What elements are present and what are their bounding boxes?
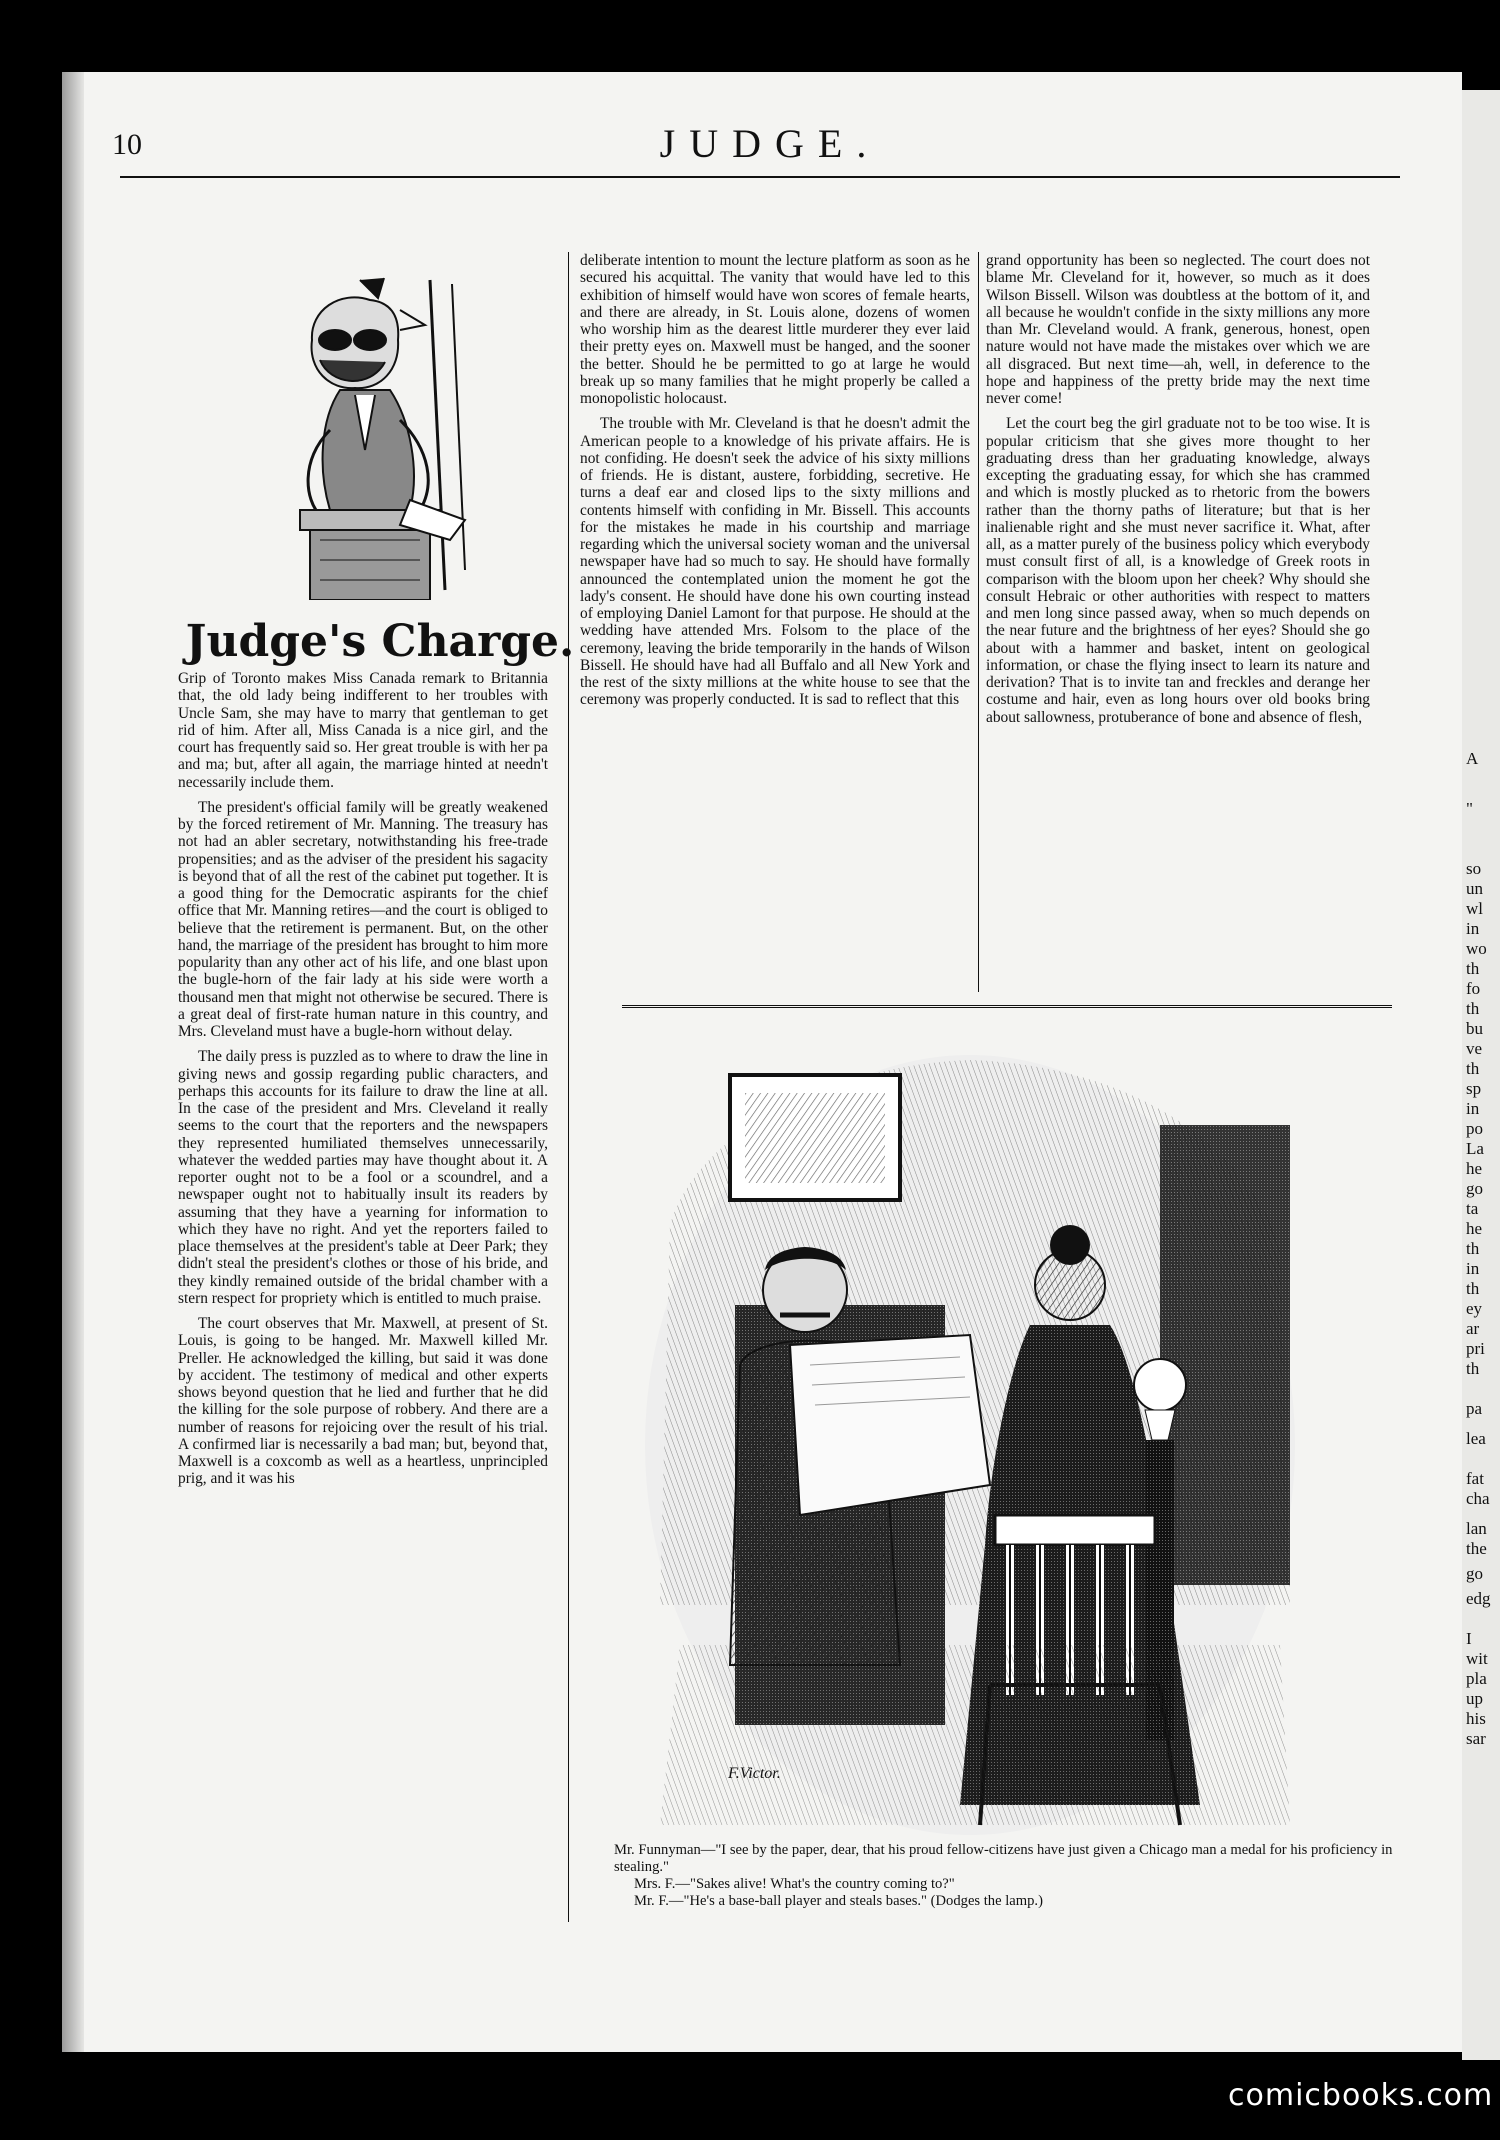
adjacent-page-fragment: he <box>1466 1159 1483 1178</box>
adjacent-page-fragment: th <box>1466 959 1480 978</box>
paragraph-maxwell-continued: deliberate intention to mount the lecture platform as soon as he secured his acquittal. The vanity that would have led to this exhibition of himself would have won scores of female hearts, and there are already, in St. Louis alone, dozens of women who worship him as the dearest little murderer they ever laid their pretty eyes on. Maxwell must be hanged, and the sooner the better. Should he be permitted to go at large he would break up so many families that he might properly be called a monopolistic holocaust. <box>580 252 970 407</box>
judge-caricature-illustration <box>260 270 520 600</box>
adjacent-page-fragment: pa <box>1466 1399 1483 1418</box>
watermark: comicbooks.com <box>1228 2078 1494 2113</box>
paragraph-girl-graduate: Let the court beg the girl graduate not to be too wise. It is popular criticism that she gives more thought to her graduating dress than her graduating knowledge, always excepting the graduating essay, for which she has crammed and which is mostly plucked as to rhetoric from the bowers rather than the thorny paths of literature; but that is her inalienable right and she must never sacrifice it. What, after all, as a matter purely of the business policy which everybody must consult first of all, is a knowledge of Greek roots in comparison with the bloom upon her cheek? Why should she consult Hebraic or other authorities with respect to matters and men long since passed away, when so much depends on the near future and the brightness of her eyes? Should she go about with a hammer and basket, intent on geological information, or chase the flying insect to learn its nature and derivation? That is to invite tan and freckles and derange her costume and hair, even as long hours over old books bring about sallowness, protuberance of bone and absence of flesh, <box>986 415 1370 726</box>
page-spine-shadow <box>62 72 84 2052</box>
adjacent-page-fragment: so <box>1466 859 1482 878</box>
adjacent-page-fragment: fo <box>1466 979 1481 998</box>
adjacent-page-fragment: pri <box>1466 1339 1485 1358</box>
adjacent-page-fragment: th <box>1466 1279 1480 1298</box>
paragraph-bissell: grand opportunity has been so neglected. The court does not blame Mr. Cleveland for it, however, so much as it does Wilson Bissell. Wilson was doubtless at the bottom of it, and all because he wouldn't confide in the sixty millions any more than Mr. Cleveland would. A frank, generous, honest, open nature would not have made the mistakes over which we are all disgraced. But next time—ah, well, in deference to the hope and happiness of the pretty bride may the next time never come! <box>986 252 1370 407</box>
adjacent-page-fragment: the <box>1466 1539 1487 1558</box>
adjacent-page-fragment: in <box>1466 1099 1480 1118</box>
header-rule <box>120 176 1400 178</box>
adjacent-page-fragment: cha <box>1466 1489 1490 1508</box>
paragraph-manning: The president's official family will be greatly weakened by the forced retirement of Mr. Manning. The treasury has not had an abler secretary, notwithstanding his free-trade propensities; and as the adviser of the president his sagacity is beyond that of all the rest of the cabinet put together. It is a good thing for the Democratic aspirants for the chief office that Mr. Manning retires—and the court is obliged to believe that the retirement is permanent. But, on the other hand, the marriage of the president has brought to him more popularity than any other act of his life, and one blast upon the bugle-horn of the fair lady at his side were worth a thousand men that might not otherwise be secured. There is a great deal of first-rate human nature in this country, and Mrs. Cleveland must have a bugle-horn without delay. <box>178 798 548 1040</box>
caption-line-2: Mrs. F.—"Sakes alive! What's the country coming to?" <box>634 1876 955 1892</box>
adjacent-page-fragment: sar <box>1466 1729 1486 1748</box>
adjacent-page-fragment: fat <box>1466 1469 1484 1488</box>
adjacent-page-fragment: sp <box>1466 1079 1482 1098</box>
adjacent-page-fragment: po <box>1466 1119 1483 1138</box>
caption-line-3: Mr. F.—"He's a base-ball player and steals bases." (Dodges the lamp.) <box>634 1893 1043 1909</box>
paragraph-cleveland: The trouble with Mr. Cleveland is that he doesn't admit the American people to a knowledge of his private affairs. He is not confiding. He doesn't seek the advice of his sixty millions of friends. He is distant, austere, forbidding, secretive. He turns a deaf ear and closed lips to the sixty millions and contents himself with confiding in Mr. Bissell. This accounts for the mistakes he made in his courtship and marriage regarding which the universal society woman and the universal newspaper have had so much to say. He should have formally announced the contemplated union the moment he got the lady's consent. He should have done his own courting instead of employing Daniel Lamont for that purpose. He should at the wedding have attended Mrs. Folsom to the place of the ceremony, leaving the bride temporarily in the hands of Wilson Bissell. He should have had all Buffalo and all New York and the rest of the sixty millions at the white house to see that the ceremony was properly conducted. It is sad to reflect that this <box>580 415 970 709</box>
paragraph-maxwell: The court observes that Mr. Maxwell, at present of St. Louis, is going to be hanged. Mr. Maxwell killed Mr. Preller. He acknowledged the killing, but said it was done by accident. The testimony of medical and other experts shows beyond question that he lied and further that he did the killing for the sole purpose of robbery. And there are a number of reasons for rejoicing over the result of his trial. A confirmed liar is necessarily a bad man; but, beyond that, Maxwell is a coxcomb as well as a heartless, unprincipled prig, and it was his <box>178 1315 548 1488</box>
adjacent-page-fragment: wl <box>1466 899 1483 918</box>
adjacent-page-fragment: A <box>1466 749 1479 768</box>
adjacent-page-fragment: up <box>1466 1689 1483 1708</box>
adjacent-page-fragment: th <box>1466 999 1480 1018</box>
illustration-top-rule <box>622 1005 1392 1008</box>
masthead-title: JUDGE. <box>659 121 881 166</box>
adjacent-page-fragment: th <box>1466 1059 1480 1078</box>
adjacent-page-fragment: bu <box>1466 1019 1483 1038</box>
adjacent-page-fragment: wit <box>1466 1649 1488 1668</box>
adjacent-page-fragment: " <box>1466 799 1473 818</box>
adjacent-page-fragment: un <box>1466 879 1483 898</box>
adjacent-page-fragment: lan <box>1466 1519 1487 1538</box>
page-number: 10 <box>112 128 142 161</box>
adjacent-page-fragment: th <box>1466 1359 1480 1378</box>
adjacent-page-fragment: I <box>1466 1629 1472 1648</box>
artist-signature: F.Victor. <box>728 1765 781 1782</box>
column-divider-1 <box>568 252 569 1922</box>
adjacent-page-fragment: ve <box>1466 1039 1483 1058</box>
adjacent-page-fragment: ey <box>1466 1299 1483 1318</box>
paragraph-daily-press: The daily press is puzzled as to where to draw the line in giving news and gossip regarding public characters, and perhaps this accounts for its failure to draw the line at all. In the case of the president and Mrs. Cleveland it really seems to the court that the reporters and the newspapers they represented humiliated themselves unnecessarily, whatever the wedded parties may have thought about it. A reporter ought not to be a fool or a scoundrel, and a newspaper ought not to habitually insult its readers by assuming that they have a yearning for information to which they have no right. And yet the reporters failed to place themselves at the president's table at Deer Park; they didn't steal the president's clothes or those of his bride, and they kindly remained outside of the bridal chamber with a stern respect for propriety which is entitled to much praise. <box>178 1048 548 1307</box>
section-heading-judges-charge: Judge's Charge. <box>185 616 575 667</box>
adjacent-page-fragment: th <box>1466 1239 1480 1258</box>
parlor-scene-illustration <box>640 1045 1300 1835</box>
adjacent-page-fragment: La <box>1466 1139 1484 1158</box>
caption-line-1: Mr. Funnyman—"I see by the paper, dear, that his proud fellow-citizens have just given a Chicago man a medal for his proficiency in stealing." <box>614 1842 1393 1875</box>
adjacent-page-fragment: ar <box>1466 1319 1480 1338</box>
adjacent-page-fragment: ta <box>1466 1199 1479 1218</box>
text-column-2 <box>580 252 970 717</box>
adjacent-page-fragment: pla <box>1466 1669 1487 1688</box>
adjacent-page-fragment: his <box>1466 1709 1486 1728</box>
adjacent-page-fragment: go <box>1466 1179 1483 1198</box>
adjacent-page-fragment: in <box>1466 1259 1480 1278</box>
adjacent-page-fragment: wo <box>1466 939 1487 958</box>
adjacent-page-edge <box>1462 90 1500 2060</box>
adjacent-page-fragment: he <box>1466 1219 1483 1238</box>
column-divider-2 <box>978 252 979 992</box>
adjacent-page-fragment: in <box>1466 919 1480 938</box>
adjacent-page-fragment: edg <box>1466 1589 1491 1608</box>
text-column-3 <box>986 252 1370 734</box>
adjacent-page-fragment: lea <box>1466 1429 1486 1448</box>
paragraph-grip: Grip of Toronto makes Miss Canada remark to Britannia that, the old lady being indifferent to her troubles with Uncle Sam, she may have to marry that gentleman to get rid of him. After all, Miss Canada is a nice girl, and the court has frequently said so. Her great trouble is with her pa and ma; but, after all again, the marriage hinted at needn't necessarily include them. <box>178 670 548 791</box>
illustration-caption <box>614 1842 1394 1910</box>
text-column-1 <box>178 670 548 1496</box>
adjacent-page-fragment: go <box>1466 1564 1483 1583</box>
